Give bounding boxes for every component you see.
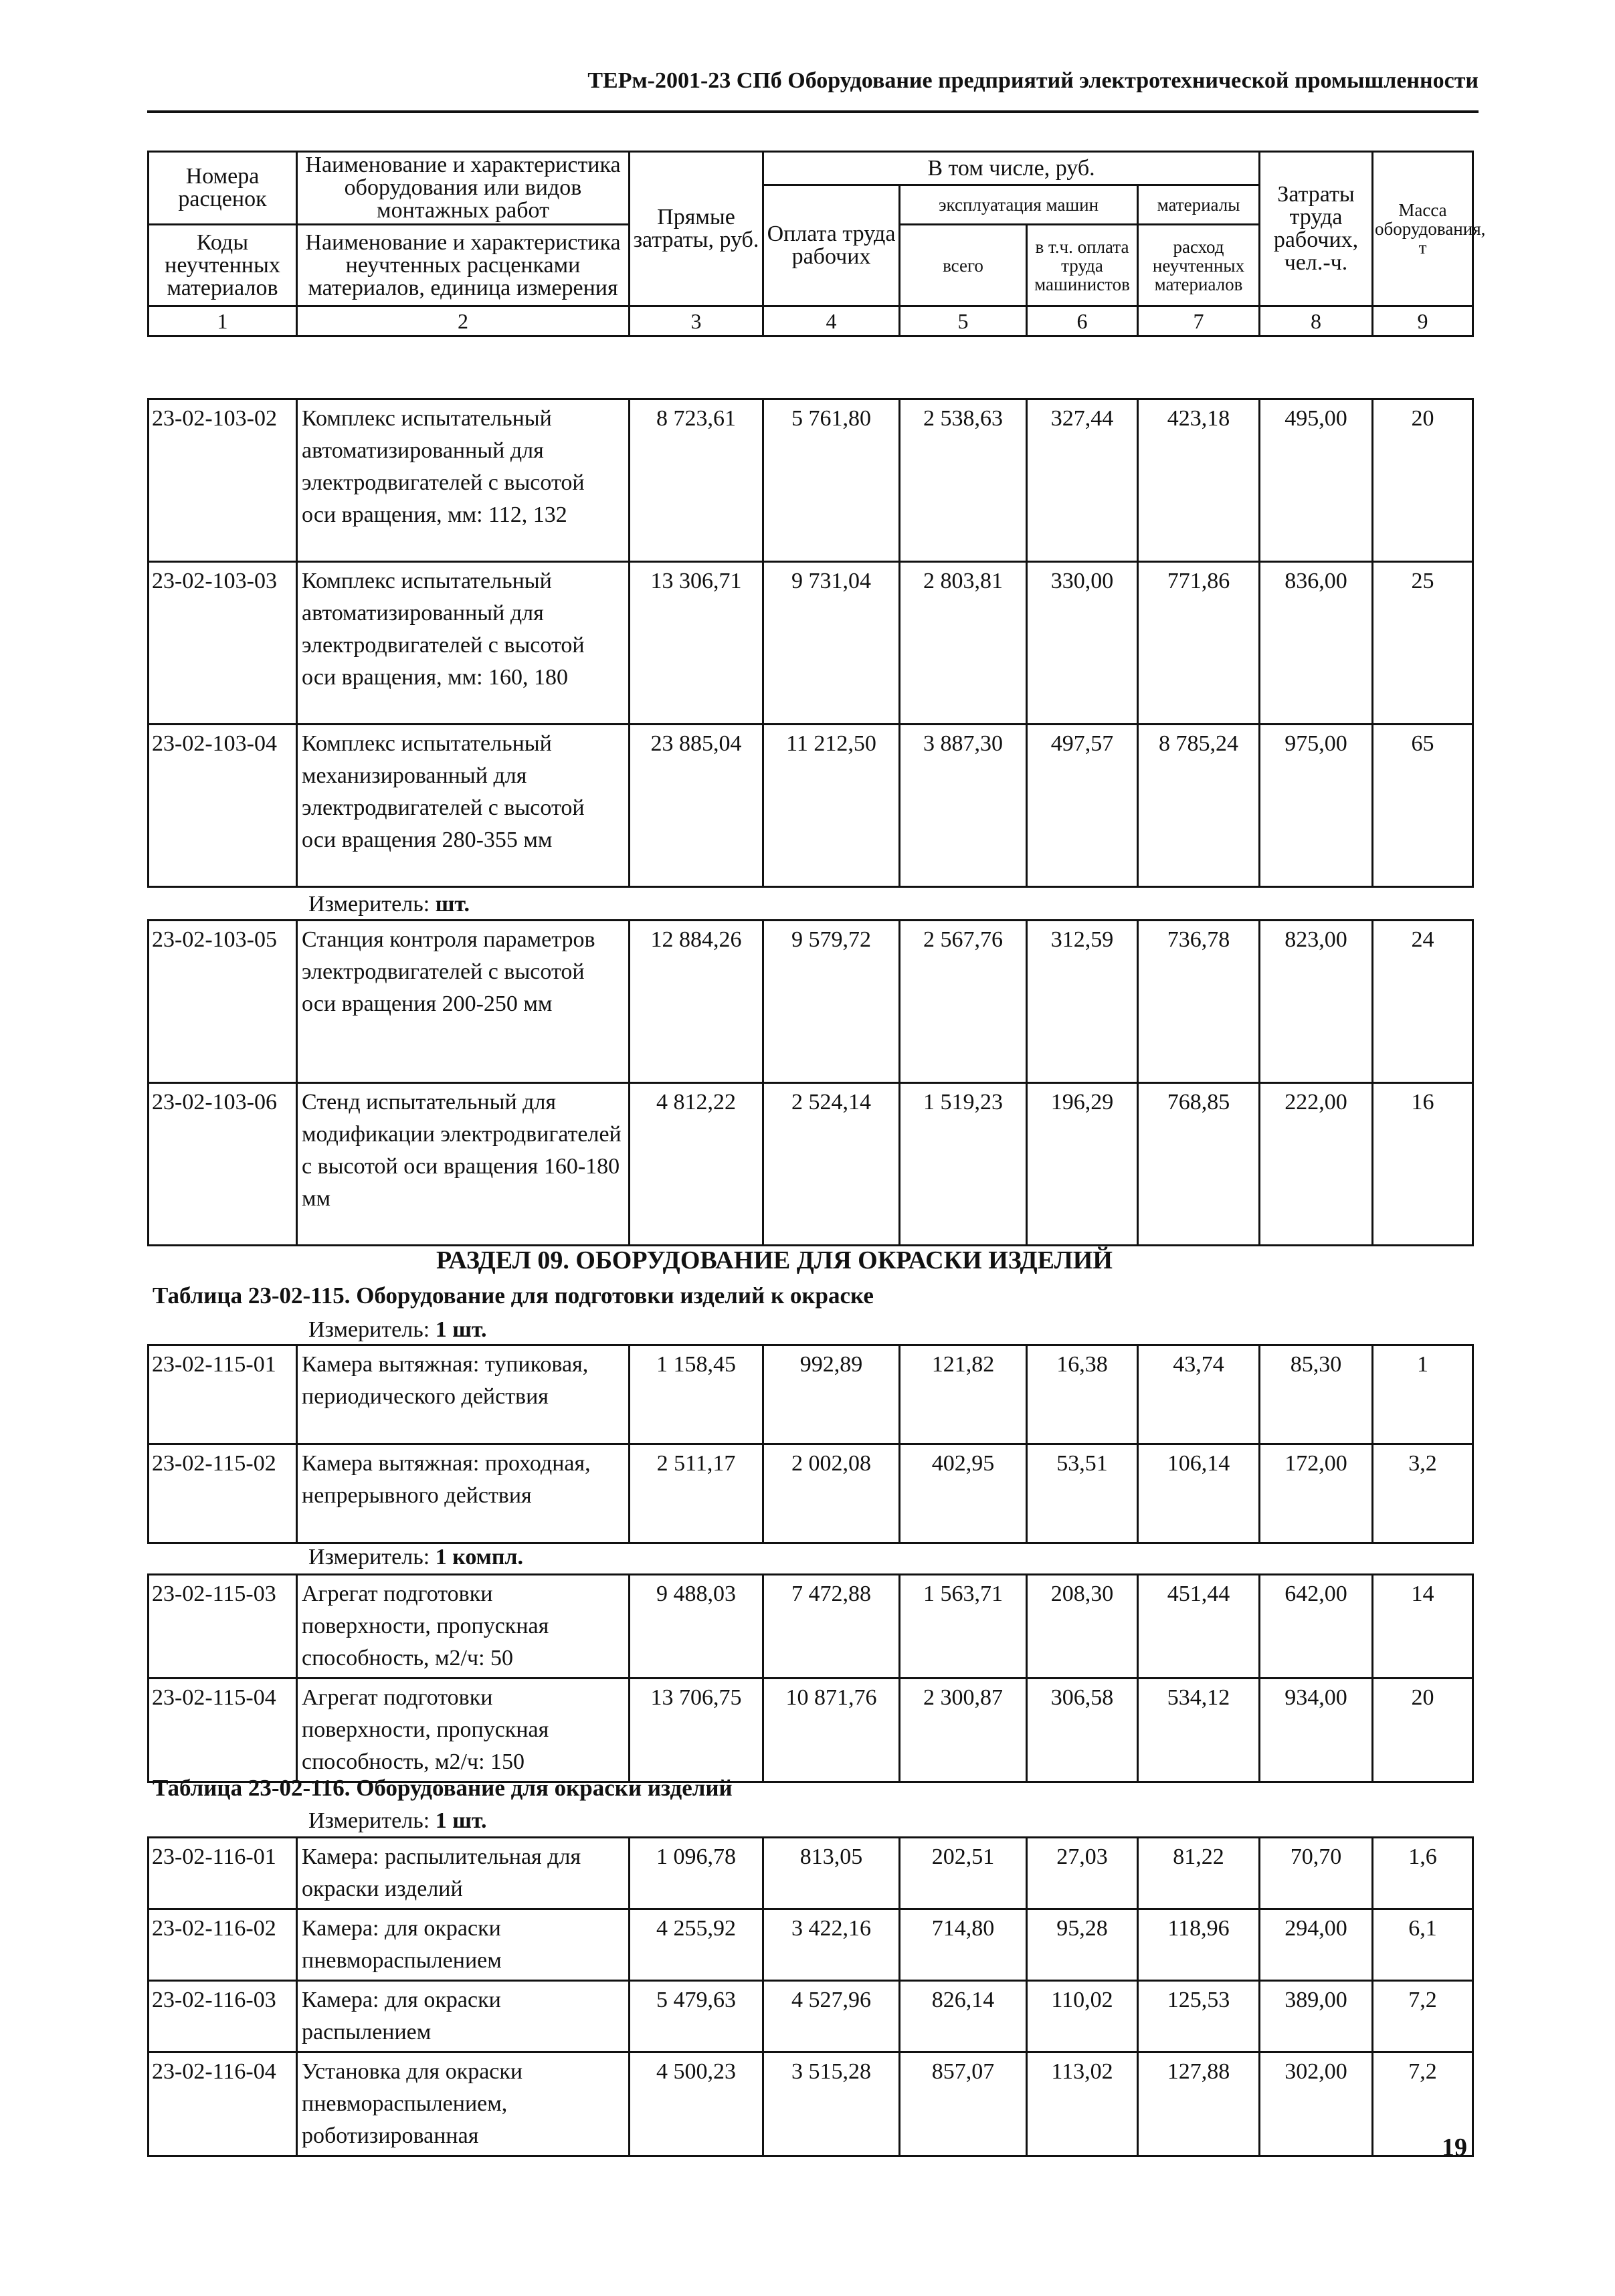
labor-hours-cell: 389,00 (1260, 1981, 1373, 2052)
materials-consumption-cell: 771,86 (1138, 562, 1260, 725)
operator-pay-cell: 27,03 (1027, 1838, 1138, 1909)
table-row (149, 1981, 1473, 2052)
rate-code-cell: 23-02-115-02 (149, 1444, 297, 1543)
equipment-mass-cell: 20 (1373, 399, 1473, 562)
rate-code-cell: 23-02-103-05 (149, 921, 297, 1083)
rate-code-cell: 23-02-115-04 (149, 1679, 297, 1782)
rate-code-cell: 23-02-116-03 (149, 1981, 297, 2052)
rate-code-cell: 23-02-116-01 (149, 1838, 297, 1909)
header-unaccounted-consumption: расход неучтенных материалов (1138, 225, 1260, 306)
direct-costs-cell: 1 096,78 (630, 1838, 763, 1909)
rate-code-cell: 23-02-115-03 (149, 1575, 297, 1679)
equipment-name-cell: Комплекс испытательный автоматизированный для электродвигателей с высотой оси вращения, мм: 160, 180 (297, 562, 630, 725)
equipment-name-cell: Стенд испытательный для модификации электродвигателей с высотой оси вращения 160-180 мм (297, 1083, 630, 1246)
col-number: 3 (630, 306, 763, 337)
labor-hours-cell: 70,70 (1260, 1838, 1373, 1909)
equipment-mass-cell: 25 (1373, 562, 1473, 725)
rate-code-cell: 23-02-116-02 (149, 1909, 297, 1981)
table-row (149, 921, 1473, 1083)
labor-pay-cell: 11 212,50 (763, 725, 900, 887)
direct-costs-cell: 4 812,22 (630, 1083, 763, 1246)
equipment-name-cell: Агрегат подготовки поверхности, пропускная способность, м2/ч: 50 (297, 1575, 630, 1679)
materials-consumption-cell: 125,53 (1138, 1981, 1260, 2052)
direct-costs-cell: 1 158,45 (630, 1345, 763, 1444)
measure-unit-label: Измеритель: 1 шт. (308, 1808, 487, 1833)
equipment-mass-cell: 14 (1373, 1575, 1473, 1679)
rates-table-block-3 (147, 1344, 1474, 1544)
machine-costs-cell: 2 300,87 (900, 1679, 1027, 1782)
labor-pay-cell: 4 527,96 (763, 1981, 900, 2052)
machine-costs-cell: 826,14 (900, 1981, 1027, 2052)
direct-costs-cell: 9 488,03 (630, 1575, 763, 1679)
operator-pay-cell: 196,29 (1027, 1083, 1138, 1246)
column-header-table (147, 151, 1486, 337)
measure-unit-label: Измеритель: 1 компл. (308, 1545, 524, 1569)
labor-pay-cell: 2 524,14 (763, 1083, 900, 1246)
measure-unit-label: Измеритель: шт. (308, 892, 470, 917)
direct-costs-cell: 8 723,61 (630, 399, 763, 562)
labor-pay-cell: 2 002,08 (763, 1444, 900, 1543)
labor-hours-cell: 934,00 (1260, 1679, 1373, 1782)
materials-consumption-cell: 81,22 (1138, 1838, 1260, 1909)
direct-costs-cell: 23 885,04 (630, 725, 763, 887)
col-number: 7 (1138, 306, 1260, 337)
measure-unit-label: Измеритель: 1 шт. (308, 1317, 487, 1342)
materials-consumption-cell: 736,78 (1138, 921, 1260, 1083)
labor-hours-cell: 222,00 (1260, 1083, 1373, 1246)
labor-pay-cell: 5 761,80 (763, 399, 900, 562)
materials-consumption-cell: 43,74 (1138, 1345, 1260, 1444)
equipment-name-cell: Камера: для окраски распылением (297, 1981, 630, 2052)
materials-consumption-cell: 118,96 (1138, 1909, 1260, 1981)
equipment-name-cell: Комплекс испытательный автоматизированный для электродвигателей с высотой оси вращения, мм: 112, 132 (297, 399, 630, 562)
labor-pay-cell: 813,05 (763, 1838, 900, 1909)
table-row (149, 1575, 1473, 1679)
labor-pay-cell: 7 472,88 (763, 1575, 900, 1679)
header-equipment-mass: Масса оборудования, т (1373, 152, 1473, 306)
rate-code-cell: 23-02-103-03 (149, 562, 297, 725)
col-number: 9 (1373, 306, 1473, 337)
header-equipment-name: Наименование и характеристика оборудования или видов монтажных работ (297, 152, 630, 225)
table-row (149, 1345, 1473, 1444)
table-title-115: Таблица 23-02-115. Оборудование для подготовки изделий к окраске (153, 1282, 874, 1309)
labor-hours-cell: 302,00 (1260, 2052, 1373, 2156)
machine-costs-cell: 2 803,81 (900, 562, 1027, 725)
table-row (149, 1444, 1473, 1543)
header-rule (147, 110, 1479, 113)
materials-consumption-cell: 8 785,24 (1138, 725, 1260, 887)
machine-costs-cell: 714,80 (900, 1909, 1027, 1981)
equipment-name-cell: Агрегат подготовки поверхности, пропускная способность, м2/ч: 150 (297, 1679, 630, 1782)
header-machines-total: всего (900, 225, 1027, 306)
equipment-mass-cell: 6,1 (1373, 1909, 1473, 1981)
equipment-mass-cell: 7,2 (1373, 2052, 1473, 2156)
labor-hours-cell: 85,30 (1260, 1345, 1373, 1444)
header-materials-group: материалы (1138, 185, 1260, 225)
labor-pay-cell: 9 731,04 (763, 562, 900, 725)
operator-pay-cell: 95,28 (1027, 1909, 1138, 1981)
table-title-116: Таблица 23-02-116. Оборудование для окраски изделий (153, 1775, 733, 1801)
equipment-name-cell: Станция контроля параметров электродвигателей с высотой оси вращения 200-250 мм (297, 921, 630, 1083)
operator-pay-cell: 306,58 (1027, 1679, 1138, 1782)
labor-hours-cell: 642,00 (1260, 1575, 1373, 1679)
equipment-name-cell: Камера вытяжная: тупиковая, периодического действия (297, 1345, 630, 1444)
equipment-mass-cell: 20 (1373, 1679, 1473, 1782)
equipment-name-cell: Установка для окраски пневмораспылением, роботизированная (297, 2052, 630, 2156)
direct-costs-cell: 13 706,75 (630, 1679, 763, 1782)
operator-pay-cell: 312,59 (1027, 921, 1138, 1083)
operator-pay-cell: 330,00 (1027, 562, 1138, 725)
direct-costs-cell: 13 306,71 (630, 562, 763, 725)
materials-consumption-cell: 534,12 (1138, 1679, 1260, 1782)
equipment-mass-cell: 24 (1373, 921, 1473, 1083)
machine-costs-cell: 2 538,63 (900, 399, 1027, 562)
labor-pay-cell: 9 579,72 (763, 921, 900, 1083)
rates-table-block-5 (147, 1836, 1474, 2157)
table-row (149, 1838, 1473, 1909)
equipment-name-cell: Камера вытяжная: проходная, непрерывного действия (297, 1444, 630, 1543)
col-number: 5 (900, 306, 1027, 337)
col-number: 2 (297, 306, 630, 337)
header-machines-group: эксплуатация машин (900, 185, 1138, 225)
table-row (149, 399, 1473, 562)
labor-pay-cell: 10 871,76 (763, 1679, 900, 1782)
header-unaccounted-codes: Коды неучтенных материалов (149, 225, 297, 306)
table-row (149, 1909, 1473, 1981)
table-row (149, 562, 1473, 725)
labor-hours-cell: 823,00 (1260, 921, 1373, 1083)
labor-hours-cell: 975,00 (1260, 725, 1373, 887)
col-number: 6 (1027, 306, 1138, 337)
rate-code-cell: 23-02-116-04 (149, 2052, 297, 2156)
machine-costs-cell: 121,82 (900, 1345, 1027, 1444)
table-row (149, 1679, 1473, 1782)
materials-consumption-cell: 106,14 (1138, 1444, 1260, 1543)
equipment-mass-cell: 16 (1373, 1083, 1473, 1246)
col-number: 1 (149, 306, 297, 337)
operator-pay-cell: 327,44 (1027, 399, 1138, 562)
materials-consumption-cell: 768,85 (1138, 1083, 1260, 1246)
direct-costs-cell: 12 884,26 (630, 921, 763, 1083)
direct-costs-cell: 5 479,63 (630, 1981, 763, 2052)
header-including-group: В том числе, руб. (763, 152, 1260, 185)
operator-pay-cell: 497,57 (1027, 725, 1138, 887)
section-title: РАЗДЕЛ 09. ОБОРУДОВАНИЕ ДЛЯ ОКРАСКИ ИЗДЕЛИЙ (436, 1246, 1113, 1274)
rates-table-block-1 (147, 398, 1474, 888)
table-row (149, 2052, 1473, 2156)
rates-table-block-2 (147, 919, 1474, 1246)
direct-costs-cell: 2 511,17 (630, 1444, 763, 1543)
labor-pay-cell: 3 422,16 (763, 1909, 900, 1981)
materials-consumption-cell: 127,88 (1138, 2052, 1260, 2156)
page-header: ТЕРм-2001-23 СПб Оборудование предприятий электротехнической промышленности (587, 68, 1479, 93)
equipment-name-cell: Комплекс испытательный механизированный для электродвигателей с высотой оси вращения 280-355 мм (297, 725, 630, 887)
materials-consumption-cell: 451,44 (1138, 1575, 1260, 1679)
header-labor-hours: Затраты труда рабочих, чел.-ч. (1260, 152, 1373, 306)
col-number: 8 (1260, 306, 1373, 337)
equipment-mass-cell: 1,6 (1373, 1838, 1473, 1909)
equipment-mass-cell: 7,2 (1373, 1981, 1473, 2052)
page-number: 19 (1442, 2133, 1467, 2162)
equipment-mass-cell: 1 (1373, 1345, 1473, 1444)
labor-pay-cell: 3 515,28 (763, 2052, 900, 2156)
rate-code-cell: 23-02-103-06 (149, 1083, 297, 1246)
table-row (149, 725, 1473, 887)
labor-hours-cell: 172,00 (1260, 1444, 1373, 1543)
equipment-mass-cell: 65 (1373, 725, 1473, 887)
materials-consumption-cell: 423,18 (1138, 399, 1260, 562)
table-row (149, 1083, 1473, 1246)
machine-costs-cell: 1 519,23 (900, 1083, 1027, 1246)
equipment-name-cell: Камера: распылительная для окраски изделий (297, 1838, 630, 1909)
rate-code-cell: 23-02-115-01 (149, 1345, 297, 1444)
rate-code-cell: 23-02-103-02 (149, 399, 297, 562)
header-direct-costs: Прямые затраты, руб. (630, 152, 763, 306)
labor-hours-cell: 836,00 (1260, 562, 1373, 725)
labor-pay-cell: 992,89 (763, 1345, 900, 1444)
machine-costs-cell: 2 567,76 (900, 921, 1027, 1083)
operator-pay-cell: 113,02 (1027, 2052, 1138, 2156)
header-rate-numbers: Номера расценок (149, 152, 297, 225)
rate-code-cell: 23-02-103-04 (149, 725, 297, 887)
col-number: 4 (763, 306, 900, 337)
equipment-mass-cell: 3,2 (1373, 1444, 1473, 1543)
labor-hours-cell: 294,00 (1260, 1909, 1373, 1981)
operator-pay-cell: 53,51 (1027, 1444, 1138, 1543)
operator-pay-cell: 208,30 (1027, 1575, 1138, 1679)
header-operator-pay: в т.ч. оплата труда машинистов (1027, 225, 1138, 306)
equipment-name-cell: Камера: для окраски пневмораспылением (297, 1909, 630, 1981)
rates-table-block-4 (147, 1573, 1474, 1783)
machine-costs-cell: 402,95 (900, 1444, 1027, 1543)
machine-costs-cell: 202,51 (900, 1838, 1027, 1909)
direct-costs-cell: 4 500,23 (630, 2052, 763, 2156)
labor-hours-cell: 495,00 (1260, 399, 1373, 562)
machine-costs-cell: 857,07 (900, 2052, 1027, 2156)
header-labor-pay: Оплата труда рабочих (763, 185, 900, 306)
direct-costs-cell: 4 255,92 (630, 1909, 763, 1981)
machine-costs-cell: 1 563,71 (900, 1575, 1027, 1679)
machine-costs-cell: 3 887,30 (900, 725, 1027, 887)
header-unaccounted-materials: Наименование и характеристика неучтенных расценками материалов, единица измерения (297, 225, 630, 306)
operator-pay-cell: 110,02 (1027, 1981, 1138, 2052)
operator-pay-cell: 16,38 (1027, 1345, 1138, 1444)
